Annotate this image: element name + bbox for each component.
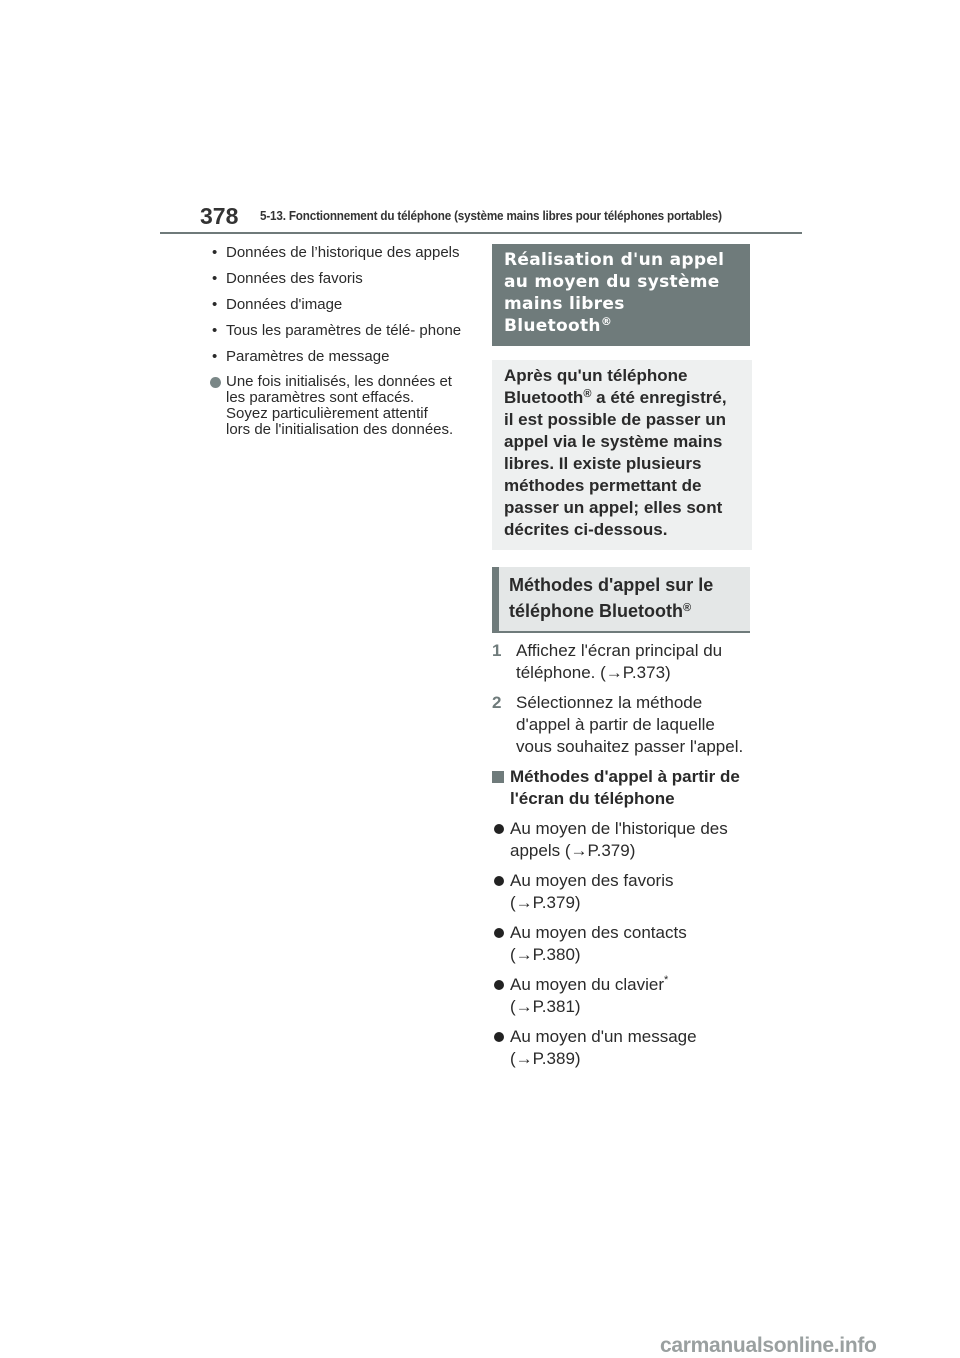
list-item: • Données des favoris xyxy=(212,270,363,287)
chapter-title: 5-13. Fonctionnement du téléphone (système mains libres pour téléphones portables) xyxy=(260,208,722,223)
method-item: Au moyen du clavier* (→P.381) xyxy=(492,974,754,1018)
intro-box: Après qu'un téléphone Bluetooth® a été enregistré, il est possible de passer un appel via le système mains libres. Il existe plusieurs méthodes permettant de passer un appel; elles sont décrites ci-dessous. xyxy=(492,360,752,550)
page-number: 378 xyxy=(200,203,239,229)
bullet-icon xyxy=(494,928,504,938)
method-item: Au moyen des favoris (→P.379) xyxy=(492,870,754,914)
step-1: 1 Affichez l'écran principal du téléphone. (→P.373) xyxy=(492,641,723,682)
section-title: Réalisation d'un appel au moyen du système mains libres Bluetooth® xyxy=(492,244,750,346)
bullet-icon xyxy=(494,980,504,990)
bullet-icon xyxy=(494,824,504,834)
subheading: Méthodes d'appel sur le téléphone Bluetooth® xyxy=(492,567,750,633)
method-item: Au moyen de l'historique des appels (→P.379) xyxy=(492,818,754,862)
list-item: • Données de l’historique des appels xyxy=(212,244,460,261)
bullet-icon xyxy=(494,1032,504,1042)
methods-title: Méthodes d'appel à partir de l'écran du téléphone xyxy=(492,766,754,810)
left-column xyxy=(210,244,478,438)
square-bullet-icon xyxy=(492,771,504,783)
method-item: Au moyen des contacts (→P.380) xyxy=(492,922,754,966)
note-circle-icon xyxy=(210,377,221,388)
step-2: 2 Sélectionnez la méthode d'appel à partir de laquelle vous souhaitez passer l'appel. xyxy=(492,693,744,756)
list-item: • Données d'image xyxy=(212,296,343,313)
initialization-note: Une fois initialisés, les données et les paramètres sont effacés. Soyez particulièrement attentif lors de l'initialisation des données. xyxy=(210,374,478,438)
bullet-icon xyxy=(494,876,504,886)
list-item: • Paramètres de message xyxy=(212,348,390,365)
method-item: Au moyen d'un message (→P.389) xyxy=(492,1026,754,1070)
procedure xyxy=(492,640,754,1078)
list-item: • Tous les paramètres de télé- phone xyxy=(212,322,462,339)
watermark: carmanualsonline.info xyxy=(660,1334,877,1357)
header-rule xyxy=(160,232,802,234)
